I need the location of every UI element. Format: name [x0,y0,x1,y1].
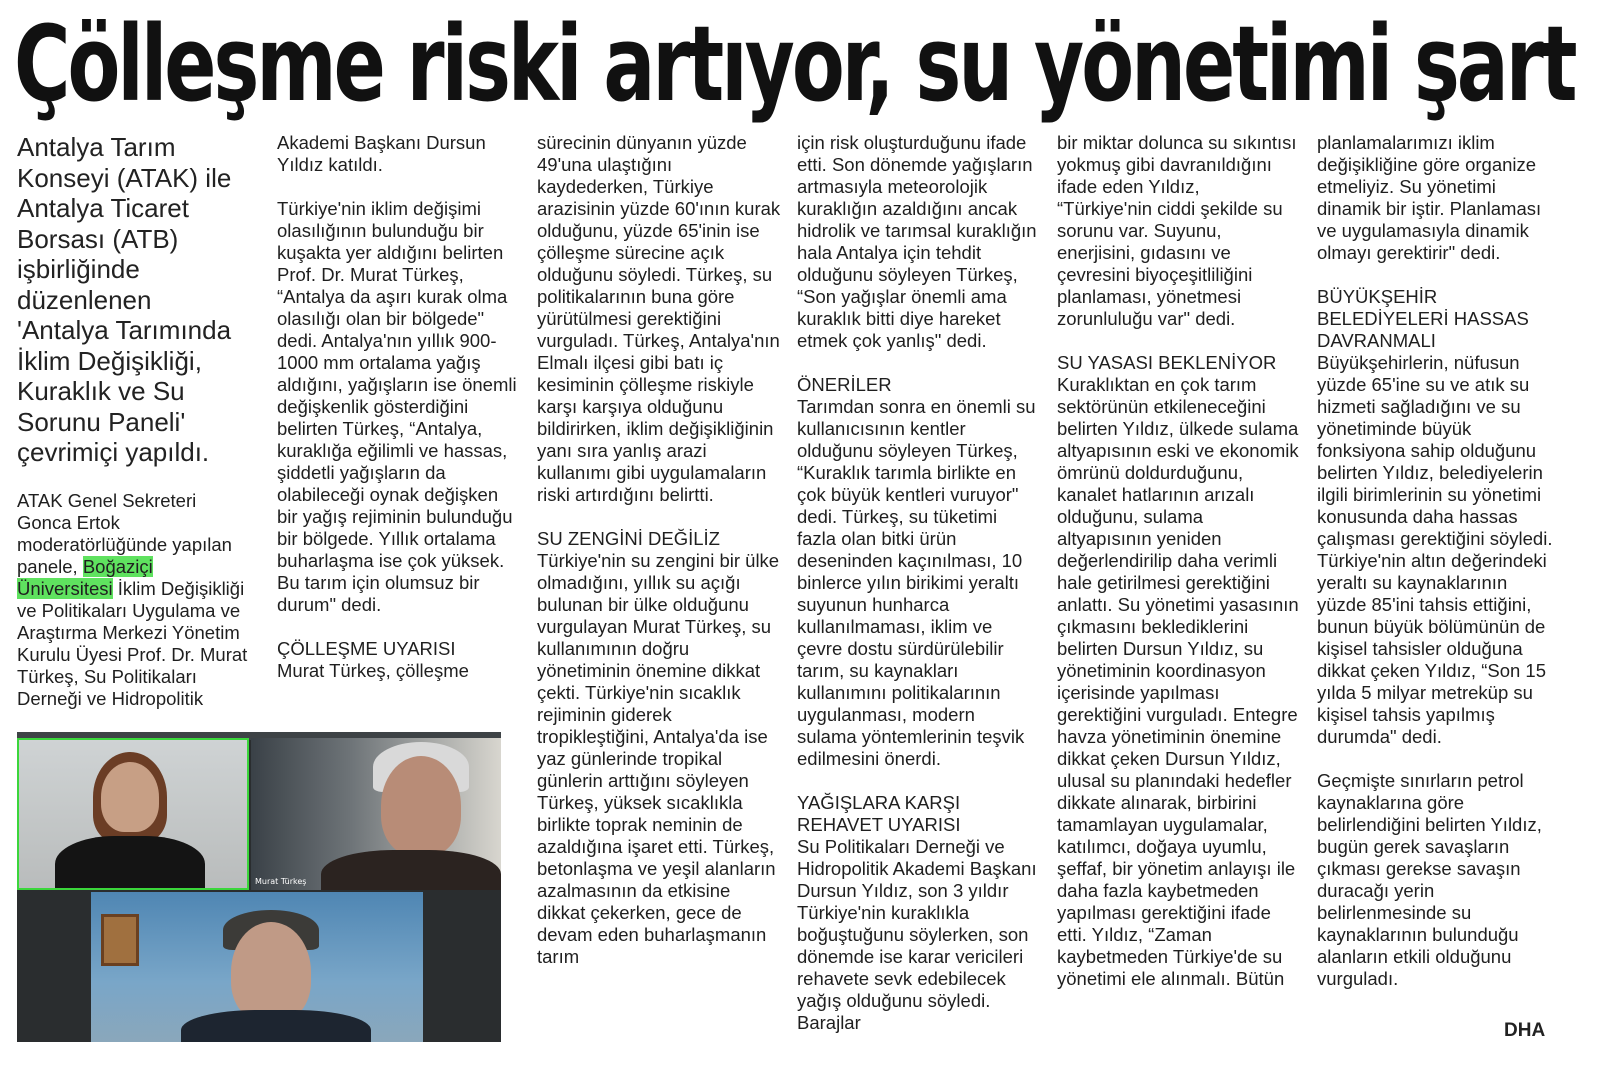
participant-body [181,1010,371,1042]
paragraph: Geçmişte sınırların petrol kaynaklarına göre belirlendiğini belirten Yıldız, bugün gerek savaşların çıkması gerekse savaşın duracağı yerin belirlenmesinde su kaynaklarının bulunduğu alanların etkili olduğunu vurguladı. [1317,770,1542,989]
paragraph: sürecinin dünyanın yüzde 49'una ulaştığını kaydederken, Türkiye arazisinin yüzde 60'ının kurak olduğunu, yüzde 65'inin ise çölleşme sürecine açık olduğunu söyledi. Türkeş, su politikalarının buna göre yürütülmesi gerektiğini vurguladı. Türkeş, Antalya'nın Elmalı ilçesi gibi batı iç kesiminin çölleşme riskiyle karşı karşıya olduğunu bildirirken, iklim değişikliğinin yanı sıra yanlış arazi kullanımı gibi uygulamaların riski artırdığını belirtti. [537,132,781,505]
paragraph: Murat Türkeş, çölleşme [277,660,469,681]
paragraph: Kuraklıktan en çok tarım sektörünün etkileneceğini belirten Yıldız, ülkede sulama altyapısının eski ve ekonomik ömrünü doldurduğunu, kanalet hatlarının arızalı olduğunu, sulama altyapısının yeniden değerlendirilip daha verimli hale getirilmesi gerektiğini anlattı. Su yönetimi yasasının çıkmasını beklediklerini belirten Dursun Yıldız, su yönetiminin koordinasyon içerisinde yapılması gerektiğini vurguladı. Entegre havza yönetiminin önemine dikkat çeken Dursun Yıldız, ulusal su planındaki hedefler dikkate alınarak, birbirini tamamlayan uygulamalar, katılımcı, doğaya uyumlu, şeffaf, bir yönetim anlayışı ile daha fazla kaybetmeden yapılması gerektiğini ifade etti. Yıldız, “Zaman kaybetmeden Türkiye'de su yönetimi ele alınmalı. Bütün [1057,374,1299,989]
subheading: BÜYÜKŞEHİR BELEDİYELERİ HASSAS DAVRANMALI [1317,286,1529,351]
participant-face [381,756,461,856]
subheading: ÇÖLLEŞME UYARISI [277,638,456,659]
paragraph: planlamalarımızı iklim değişikliğine göre organize etmeliyiz. Su yönetimi dinamik bir iştir. Planlaması ve uygulamasıyla dinamik olmayı gerektirir" dedi. [1317,132,1542,263]
subheading: SU YASASI BEKLENİYOR [1057,352,1277,373]
participant-body [55,836,205,890]
paragraph: Su Politikaları Derneği ve Hidropolitik Akademi Başkanı Dursun Yıldız, son 3 yıldır Türkiye'nin kuraklıkla boğuştuğunu söylerken, son dönemde ise karar vericileri rehavete sevk edebilecek yağış olduğunu söyledi. Barajlar [797,836,1037,1033]
column-3 [537,132,782,968]
agency-credit: DHA [1504,1020,1546,1041]
column-2 [277,132,519,682]
paragraph: Türkiye'nin su zengini bir ülke olmadığını, yıllık su açığı bulunan bir ülke olduğunu vurgulayan Murat Türkeş, su kullanımının doğru yönetiminin önemine dikkat çekti. Türkiye'nin sıcaklık rejiminin giderek tropikleştiğini, Antalya'da ise yaz günlerinde tropikal günlerin arttığını söyleyen Türkeş, yüksek sıcaklıkla birlikte toprak neminin de azaldığına işaret etti. Türkeş, betonlaşma ve yeşil alanların azalmasının da etkisine dikkat çekerken, gece de devam eden buharlaşmanın tarım [537,550,780,967]
participant-body [321,850,501,890]
subheading: YAĞIŞLARA KARŞI REHAVET UYARISI [797,792,961,835]
paragraph: için risk oluşturduğunu ifade etti. Son dönemde yağışların artmasıyla meteorolojik kuraklığın azaldığını ancak hidrolik ve tarımsal kuraklığın hala Antalya için tehdit olduğunu söyleyen Türkeş, “Son yağışlar önemli ama kuraklık bitti diye hareket etmek çok yanlış" dedi. [797,132,1037,351]
lead-paragraph: Antalya Tarım Konseyi (ATAK) ile Antalya Ticaret Borsası (ATB) işbirliğinde düzenlenen 'Antalya Tarımında İklim Değişikliği, Kuraklık ve Su Sorunu Paneli' çevrimiçi yapıldı. [17,132,232,467]
highlighted-text: Boğaziçi Üniversitesi [17,555,153,599]
participant-name-label: Murat Türkeş [255,877,307,886]
text-span: İklim Değişikliği ve Politikaları Uygulama ve Araştırma Merkezi Yönetim Kurulu Üyesi Prof. Dr. Murat Türkeş, Su Politikaları Derneği ve Hidropolitik [17,577,248,709]
participant-face [101,762,159,832]
subheading: SU ZENGİNİ DEĞİLİZ [537,528,720,549]
video-call-photo [17,732,501,1042]
paragraph: Tarımdan sonra en önemli su kullanıcısının kentler olduğunu söyleyen Türkeş, “Kuraklık tarımla birlikte en çok büyük kentleri vuruyor" dedi. Türkeş, su tüketimi fazla olan bitki ürün deseninden kaçınılması, 10 binlerce yılın birikimi yeraltı suyunun hunharca kullanılmaması, iklim ve çevre dostu sürdürülebilir tarım, su kaynakları kullanımını politikalarının uygulanması, modern sulama yöntemlerinin teşvik edilmesini önerdi. [797,396,1036,769]
participant-tile-1 [17,738,249,890]
paragraph: Akademi Başkanı Dursun Yıldız katıldı. [277,132,486,175]
portrait-frame-icon [101,914,139,966]
column-1 [17,132,249,710]
column-6 [1317,132,1559,990]
participant-face [231,922,311,1022]
paragraph: bir miktar dolunca su sıkıntısı yokmuş gibi davranıldığını ifade eden Yıldız, “Türkiye'nin ciddi şekilde su sorunu var. Suyunu, enerjisini, gıdasını ve çevresini biyoçeşitliliğini planlaması, yönetmesi zorunluluğu var" dedi. [1057,132,1297,329]
column-4 [797,132,1039,1034]
participant-tile-3 [91,892,423,1042]
subheading: ÖNERİLER [797,374,892,395]
column-5 [1057,132,1299,990]
paragraph: Türkiye'nin iklim değişimi olasılığının bulunduğu bir kuşakta yer aldığını belirten Prof. Dr. Murat Türkeş, “Antalya da aşırı kurak olma olasılığı olan bir bölgede" dedi. Antalya'nın yıllık 900-1000 mm ortalama yağış aldığını, yağışların ise önemli değişkenlik gösterdiğini belirten Türkeş, “Antalya, kuraklığa eğilimli ve hassas, şiddetli yağışların da olabileceği oynak değişken bir yağış rejiminin bulunduğu bir bölgede. Yıllık ortalama buharlaşma ise çok yüksek. Bu tarım için olumsuz bir durum" dedi. [277,198,517,615]
text-span: ATAK Genel Sekreteri Gonca Ertok moderatörlüğünde yapılan panele, [17,489,232,577]
participant-tile-2 [251,738,501,890]
headline: Çölleşme riski artıyor, su yönetimi şart [14,3,1575,125]
paragraph [17,490,249,710]
paragraph: Büyükşehirlerin, nüfusun yüzde 65'ine su ve atık su hizmeti sağladığını ve su yönetiminde büyük fonksiyona sahip olduğunu belirten Yıldız, belediyelerin ilgili birimlerinin su yönetimi konusunda daha hassas çalışması gerektiğini söyledi. Türkiye'nin altın değerindeki yeraltı su kaynaklarının yüzde 85'ini tahsis ettiğini, bunun büyük bölümünün de kişisel tahsisler olduğuna dikkat çeken Yıldız, “Son 15 yılda 5 milyar metreküp su kişisel tahsis yapılmış durumda" dedi. [1317,352,1553,747]
